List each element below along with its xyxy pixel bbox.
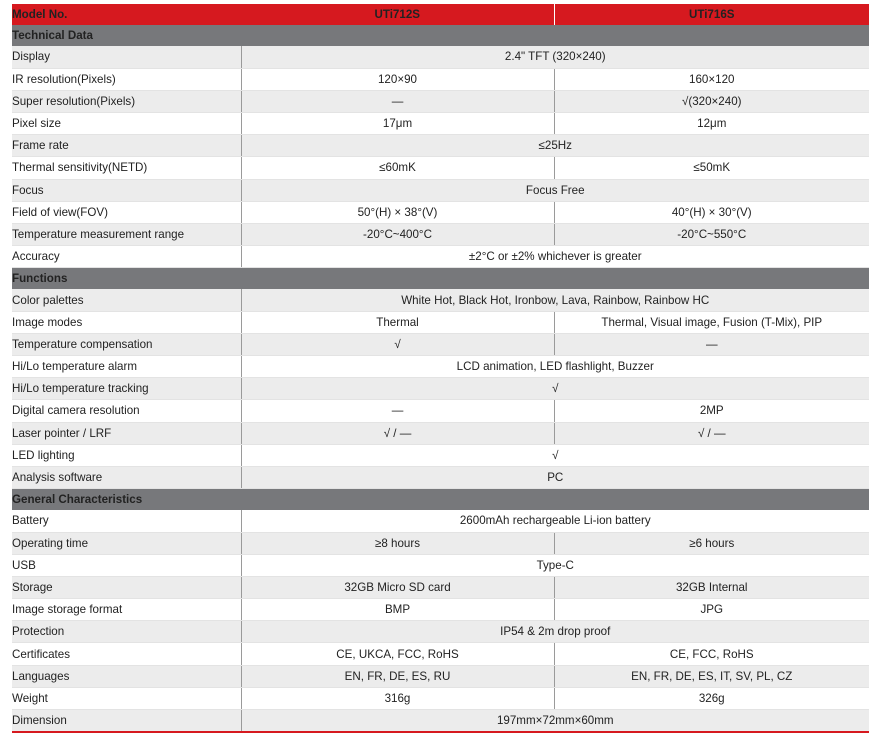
spec-value-model-1: -20°C~400°C	[241, 223, 554, 245]
spec-value-model-2: -20°C~550°C	[554, 223, 869, 245]
spec-value-model-1: —	[241, 90, 554, 112]
spec-value-shared: √	[241, 378, 869, 400]
spec-value-shared: Type-C	[241, 554, 869, 576]
spec-value-model-2: —	[554, 333, 869, 355]
spec-row	[12, 643, 869, 665]
model-name-uti712s: UTi712S	[241, 4, 554, 25]
spec-table	[12, 4, 869, 733]
spec-row	[12, 687, 869, 709]
spec-label: Temperature measurement range	[12, 223, 241, 245]
spec-row	[12, 201, 869, 223]
spec-row	[12, 333, 869, 355]
spec-row	[12, 599, 869, 621]
spec-label: Focus	[12, 179, 241, 201]
spec-row	[12, 444, 869, 466]
spec-value-shared: √	[241, 444, 869, 466]
section-header	[12, 25, 869, 46]
spec-value-model-1: ≤60mK	[241, 157, 554, 179]
spec-label: Weight	[12, 687, 241, 709]
spec-value-shared: LCD animation, LED flashlight, Buzzer	[241, 356, 869, 378]
spec-value-model-1: 120×90	[241, 68, 554, 90]
spec-value-shared: Focus Free	[241, 179, 869, 201]
spec-label: USB	[12, 554, 241, 576]
spec-label: Color palettes	[12, 289, 241, 311]
spec-row	[12, 554, 869, 576]
spec-row	[12, 466, 869, 488]
spec-label: Temperature compensation	[12, 333, 241, 355]
spec-label: Storage	[12, 576, 241, 598]
spec-value-model-2: 160×120	[554, 68, 869, 90]
spec-value-shared: ≤25Hz	[241, 135, 869, 157]
section-title: Functions	[12, 268, 869, 290]
section-header	[12, 489, 869, 511]
spec-value-model-1: 17μm	[241, 112, 554, 134]
spec-row	[12, 223, 869, 245]
spec-row	[12, 576, 869, 598]
spec-row	[12, 112, 869, 134]
model-no-label: Model No.	[12, 4, 241, 25]
spec-label: Laser pointer / LRF	[12, 422, 241, 444]
spec-label: Image modes	[12, 311, 241, 333]
spec-value-model-2: 2MP	[554, 400, 869, 422]
spec-value-model-2: ≥6 hours	[554, 532, 869, 554]
spec-value-model-2: 40°(H) × 30°(V)	[554, 201, 869, 223]
spec-row	[12, 378, 869, 400]
spec-row	[12, 621, 869, 643]
spec-row	[12, 46, 869, 68]
spec-value-model-1: ≥8 hours	[241, 532, 554, 554]
spec-label: Thermal sensitivity(NETD)	[12, 157, 241, 179]
spec-row	[12, 710, 869, 733]
spec-row	[12, 68, 869, 90]
spec-label: LED lighting	[12, 444, 241, 466]
spec-row	[12, 90, 869, 112]
spec-value-model-1: 316g	[241, 687, 554, 709]
spec-value-model-1: √	[241, 333, 554, 355]
spec-value-model-2: √ / —	[554, 422, 869, 444]
spec-value-model-1: CE, UKCA, FCC, RoHS	[241, 643, 554, 665]
spec-value-model-1: 50°(H) × 38°(V)	[241, 201, 554, 223]
spec-value-model-1: Thermal	[241, 311, 554, 333]
spec-table-body	[12, 4, 869, 732]
spec-value-model-1: —	[241, 400, 554, 422]
spec-row	[12, 422, 869, 444]
spec-value-model-2: CE, FCC, RoHS	[554, 643, 869, 665]
spec-row	[12, 356, 869, 378]
header-row	[12, 4, 869, 25]
spec-value-shared: PC	[241, 466, 869, 488]
spec-label: Protection	[12, 621, 241, 643]
spec-row	[12, 311, 869, 333]
spec-label: Frame rate	[12, 135, 241, 157]
spec-row	[12, 665, 869, 687]
spec-value-model-2: EN, FR, DE, ES, IT, SV, PL, CZ	[554, 665, 869, 687]
spec-value-model-1: BMP	[241, 599, 554, 621]
spec-row	[12, 135, 869, 157]
spec-label: Hi/Lo temperature alarm	[12, 356, 241, 378]
spec-row	[12, 157, 869, 179]
spec-value-shared: IP54 & 2m drop proof	[241, 621, 869, 643]
spec-value-model-2: √(320×240)	[554, 90, 869, 112]
spec-value-model-2: Thermal, Visual image, Fusion (T-Mix), PIP	[554, 311, 869, 333]
spec-value-model-2: 32GB Internal	[554, 576, 869, 598]
spec-value-model-2: 326g	[554, 687, 869, 709]
spec-label: Image storage format	[12, 599, 241, 621]
spec-value-shared: 197mm×72mm×60mm	[241, 710, 869, 733]
spec-label: Dimension	[12, 710, 241, 733]
spec-value-model-2: JPG	[554, 599, 869, 621]
spec-value-model-2: ≤50mK	[554, 157, 869, 179]
section-header	[12, 268, 869, 290]
spec-label: Battery	[12, 510, 241, 532]
spec-value-shared: ±2°C or ±2% whichever is greater	[241, 246, 869, 268]
spec-label: Accuracy	[12, 246, 241, 268]
spec-value-model-1: √ / —	[241, 422, 554, 444]
spec-row	[12, 289, 869, 311]
spec-row	[12, 400, 869, 422]
spec-label: Super resolution(Pixels)	[12, 90, 241, 112]
spec-label: Hi/Lo temperature tracking	[12, 378, 241, 400]
spec-label: Operating time	[12, 532, 241, 554]
spec-value-shared: White Hot, Black Hot, Ironbow, Lava, Rainbow, Rainbow HC	[241, 289, 869, 311]
spec-label: Analysis software	[12, 466, 241, 488]
spec-value-model-2: 12μm	[554, 112, 869, 134]
spec-row	[12, 510, 869, 532]
spec-label: Field of view(FOV)	[12, 201, 241, 223]
spec-label: Digital camera resolution	[12, 400, 241, 422]
spec-row	[12, 179, 869, 201]
spec-label: Certificates	[12, 643, 241, 665]
spec-label: IR resolution(Pixels)	[12, 68, 241, 90]
spec-value-shared: 2.4" TFT (320×240)	[241, 46, 869, 68]
spec-value-shared: 2600mAh rechargeable Li-ion battery	[241, 510, 869, 532]
spec-value-model-1: EN, FR, DE, ES, RU	[241, 665, 554, 687]
model-name-uti716s: UTi716S	[554, 4, 869, 25]
spec-row	[12, 246, 869, 268]
spec-value-model-1: 32GB Micro SD card	[241, 576, 554, 598]
spec-label: Pixel size	[12, 112, 241, 134]
spec-row	[12, 532, 869, 554]
spec-label: Display	[12, 46, 241, 68]
spec-label: Languages	[12, 665, 241, 687]
section-title: Technical Data	[12, 25, 869, 46]
section-title: General Characteristics	[12, 489, 869, 511]
